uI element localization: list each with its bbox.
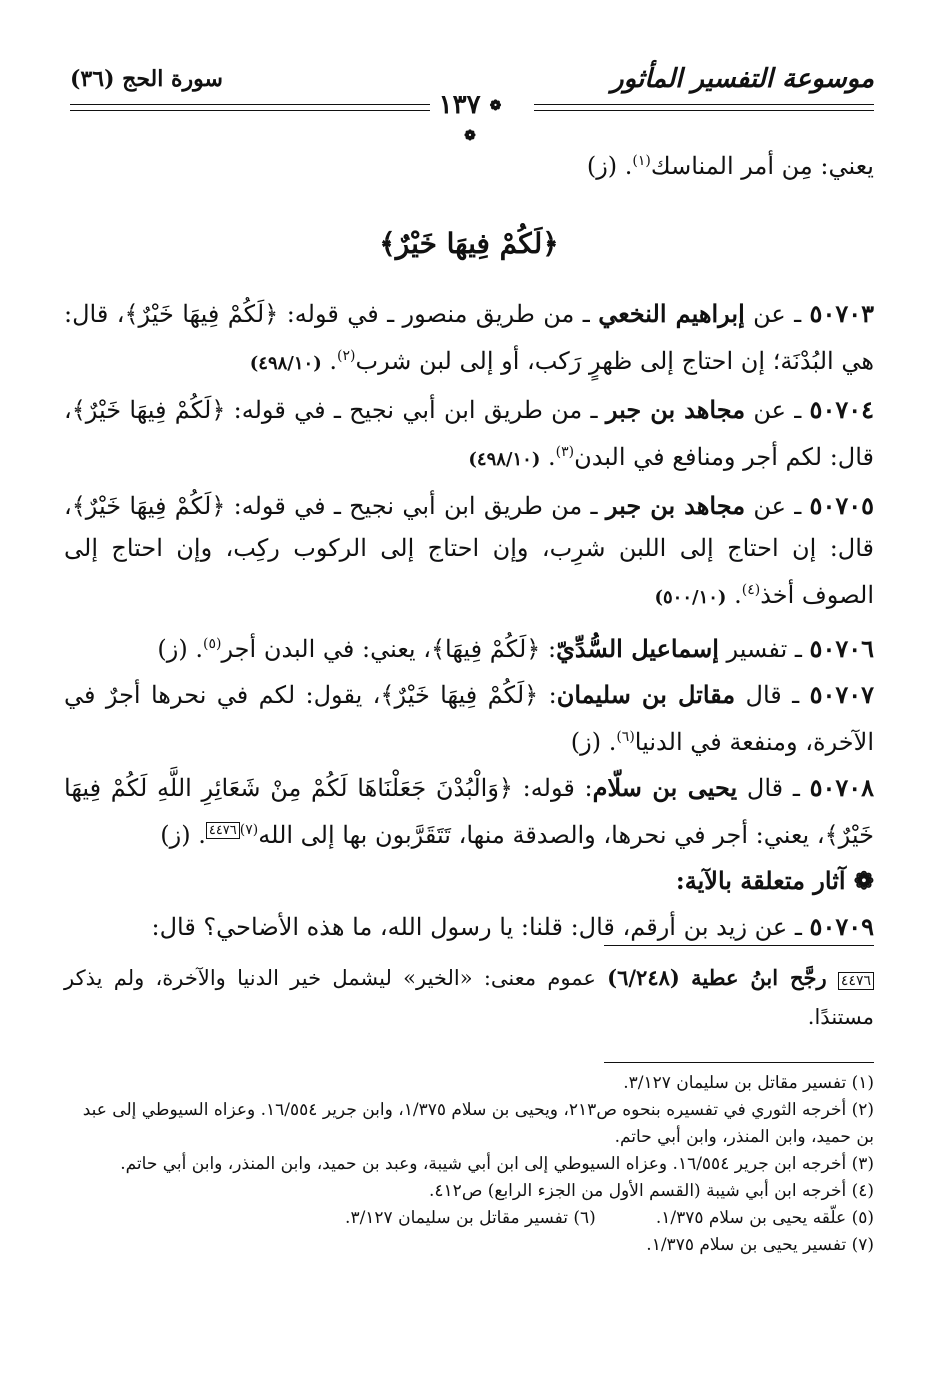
footnote: (١) تفسير مقاتل بن سليمان ٣/١٢٧. (623, 1073, 874, 1093)
narrator-name: إبراهيم النخعي (598, 299, 745, 328)
footnote-marker: (٣) (555, 444, 575, 460)
footnote-marker: (٤) (741, 582, 761, 598)
footnote-marker: (٢) (337, 348, 356, 364)
entry: ٥٠٧٠٧ ـ قال مقاتل بن سليمان: ﴿لَكُمْ فِيهَا خَيْرٌ﴾، يقول: لكم في نحرها أجرٌ في الآخرة، ومنفعة في الدنيا$^{(٦)}$. (ز) (64, 680, 875, 756)
commentary-ref: (٦/٢٤٨) (607, 965, 680, 990)
entry-number: ٥٠٧٠٧ (809, 680, 875, 709)
narrator-name: إسماعيل السُّدِّيّ (556, 634, 719, 663)
footnotes (64, 1070, 874, 1259)
main-text (64, 140, 874, 952)
page-number-value: ١٣٧ (438, 90, 481, 120)
header-rule-right (534, 104, 874, 111)
running-title: موسوعة التفسير المأثور (611, 64, 874, 94)
verse-heading: ﴿لَكُمْ فِيهَا خَيْرٌ﴾ (379, 227, 559, 260)
entry-number: ٥٠٧٠٨ (809, 773, 875, 802)
entry-number: ٥٠٧٠٦ (809, 634, 874, 663)
commentary-ref-box: ٤٤٧٦ (206, 822, 240, 839)
ornament-icon: ❁ (489, 98, 502, 114)
entry: ٥٠٧٠٥ ـ عن مجاهد بن جبر ـ من طريق ابن أبي نجيح ـ في قوله: ﴿لَكُمْ فِيهَا خَيْرٌ﴾، قال: إن احتاج إلى اللبن شرِب، وإن احتاج إلى الركوب ركِب، وإن احتاج إلى الصوف أخذ$^{(٤)}$. (٥٠٠/١٠) (64, 491, 874, 609)
entry: ٥٠٧٠٤ ـ عن مجاهد بن جبر ـ من طريق ابن أبي نجيح ـ في قوله: ﴿لَكُمْ فِيهَا خَيْرٌ﴾، قال: لكم أجر ومنافع في البدن$^{(٣)}$. (٤٩٨/١٠) (64, 395, 874, 471)
footnote: (٢) أخرجه الثوري في تفسيره بنحوه ص٢١٣، ويحيى بن سلام ١/٣٧٥، وابن جرير ١٦/٥٥٤. وعزاه السيوطي إلى عبد بن حميد، وابن المنذر، وابن أبي حاتم. (82, 1100, 874, 1147)
surah-label: سورة الحج (٣٦) (70, 66, 223, 92)
commentary-number-box: ٤٤٧٦ (838, 972, 874, 990)
entry: ٥٠٧٠٣ ـ عن إبراهيم النخعي ـ من طريق منصور ـ في قوله: ﴿لَكُمْ فِيهَا خَيْرٌ﴾، قال: هي البُدْنَة؛ إن احتاج إلى ظهرٍ رَكب، أو إلى لبن شرب$^{(٢)}$. (٤٩٨/١٠) (64, 299, 874, 375)
narrator-name: مقاتل بن سليمان (556, 680, 736, 709)
footnote-rule (604, 1062, 874, 1063)
entry: ٥٠٧٠٦ ـ تفسير إسماعيل السُّدِّيّ: ﴿لَكُمْ فِيهَا﴾، يعني: في البدن أجر$^{(٥)}$. (ز) (157, 634, 874, 663)
commentary-lead: رجَّح ابنُ عطية (691, 965, 827, 990)
entry-number: ٥٠٧٠٣ (809, 299, 874, 328)
section-heading: ❁ آثار متعلقة بالآية: (675, 866, 874, 895)
footnote-marker: (٥) (202, 636, 222, 652)
footnote: (٤) أخرجه ابن أبي شيبة (القسم الأول من الجزء الرابع) ص٤١٢. (429, 1181, 874, 1201)
narrator-name: يحيى بن سلّام (592, 773, 738, 802)
footnote-marker: (١) (632, 153, 651, 169)
footnote: (٣) أخرجه ابن جرير ١٦/٥٥٤. وعزاه السيوطي إلى ابن أبي شيبة، وعبد بن حميد، وابن المنذر، وابن أبي حاتم. (120, 1154, 874, 1174)
entry-number: ٥٠٧٠٩ (809, 912, 874, 941)
commentary-rule (604, 945, 874, 946)
volume-ref: (٥٠٠/١٠) (654, 587, 727, 608)
narrator-name: مجاهد بن جبر (605, 395, 746, 424)
footnote-marker: (٧) (239, 822, 259, 838)
ornament-icon: ❁ (464, 128, 476, 144)
narrator-name: مجاهد بن جبر (605, 491, 746, 520)
entry: ٥٠٧٠٨ ـ قال يحيى بن سلّام: قوله: ﴿وَالْبُدْنَ جَعَلْنَاهَا لَكُمْ مِنْ شَعَائِرِ اللَّهِ لَكُمْ فِيهَا خَيْرٌ﴾، يعني: أجر في نحرها، والصدقة منها، تَتَقَرَّبون بها إلى الله$^{(٧)٤٤٧٦}$. (ز) (64, 773, 875, 849)
footnote: (٦) تفسير مقاتل بن سليمان ٣/١٢٧. (345, 1208, 596, 1228)
entry-number: ٥٠٧٠٤ (809, 395, 874, 424)
volume-ref: (٤٩٨/١٠) (468, 449, 541, 470)
intro-line: يعني: مِن أمر المناسك$^{(١)}$. (ز) (586, 152, 874, 180)
commentary: ٤٤٧٦ رجَّح ابنُ عطية (٦/٢٤٨) عموم معنى: «الخير» ليشمل خير الدنيا والآخرة، ولم يذكر مستندًا. (64, 965, 874, 1029)
footnote: (٥) علّقه يحيى بن سلام ١/٣٧٥. (655, 1208, 874, 1228)
entry: ٥٠٧٠٩ ـ عن زيد بن أرقم، قال: قلنا: يا رسول الله، ما هذه الأضاحي؟ قال: (151, 912, 874, 941)
footnote-marker: (٦) (616, 729, 635, 745)
footnote-row (64, 1205, 874, 1232)
header-rule-left (70, 104, 430, 111)
entry-number: ٥٠٧٠٥ (809, 491, 874, 520)
volume-ref: (٤٩٨/١٠) (249, 353, 322, 374)
footnote: (٧) تفسير يحيى بن سلام ١/٣٧٥. (646, 1235, 874, 1255)
